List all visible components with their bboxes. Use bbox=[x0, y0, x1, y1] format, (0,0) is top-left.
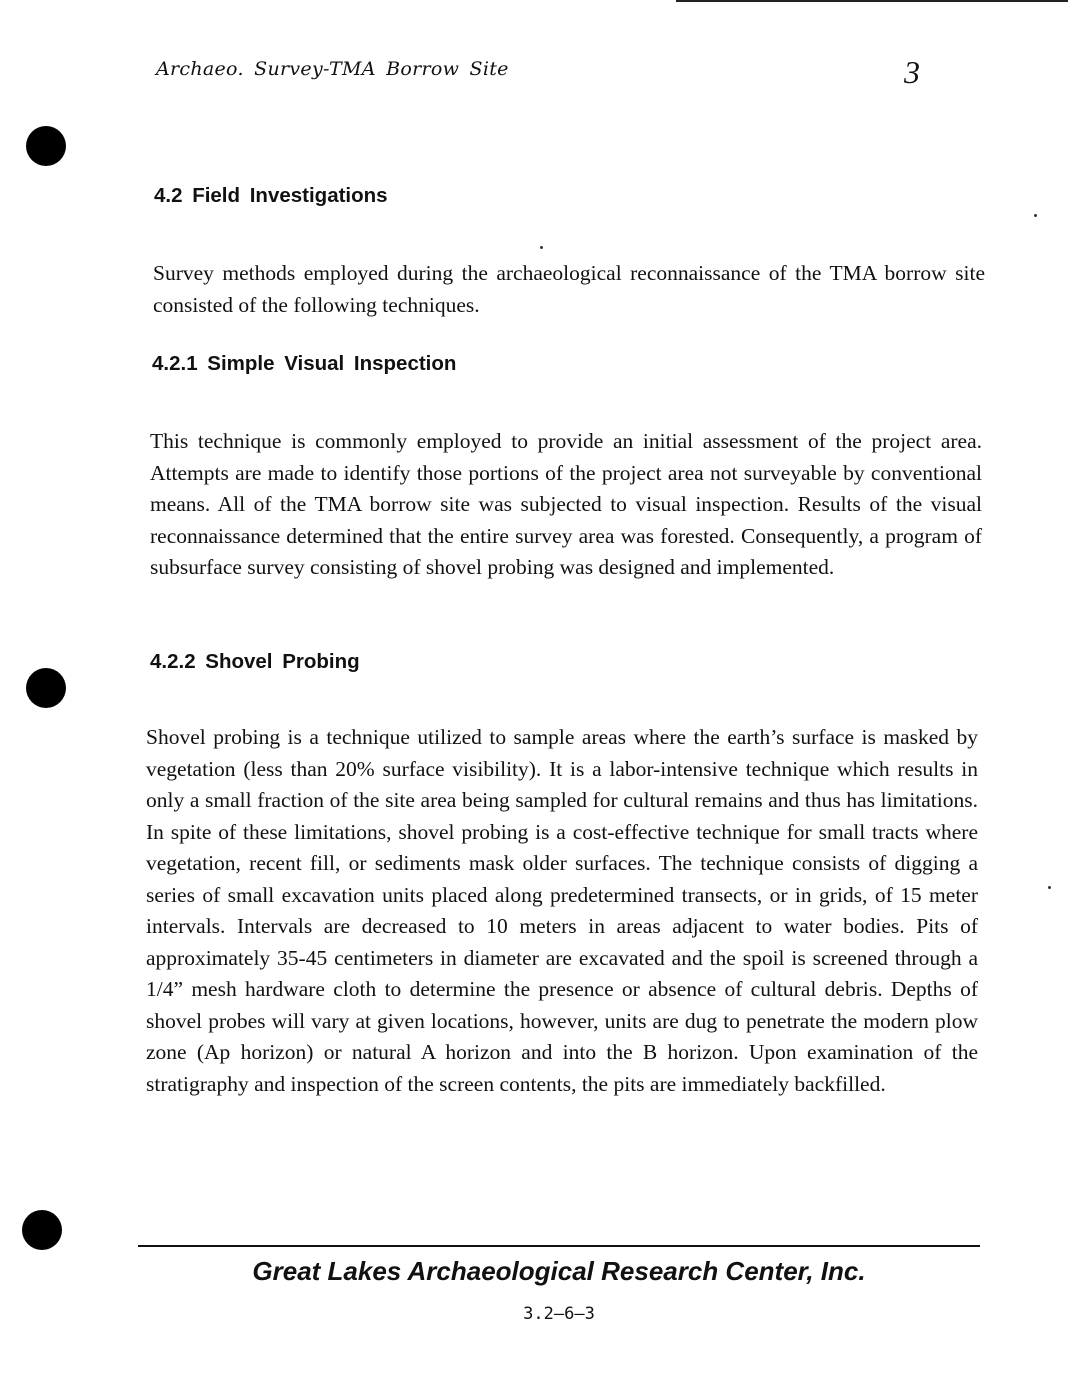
scan-edge-rule bbox=[676, 0, 1068, 2]
scan-speck bbox=[1048, 886, 1051, 889]
binder-hole-bottom bbox=[22, 1210, 62, 1250]
page-number: 3 bbox=[904, 54, 920, 90]
binder-hole-middle bbox=[26, 668, 66, 708]
scan-speck bbox=[540, 246, 543, 249]
page-code: 3.2–6–3 bbox=[523, 1304, 595, 1324]
section-heading-shovel-probing: 4.2.2 Shovel Probing bbox=[150, 650, 360, 673]
paragraph-shovel-probing: Shovel probing is a technique utilized to sample areas where the earth’s surface is masked by vegetation (less than 20% surface visibility). It is a labor-intensive technique which results in only a small fraction of the site area being sampled for cultural remains and thus has limitations. In spite of these limitations, shovel probing is a cost-effective technique for small tracts where vegetation, recent fill, or sediments mask older surfaces. The technique consists of digging a series of small excavation units placed along predetermined transects, or in grids, of 15 meter intervals. Intervals are decreased to 10 meters in areas adjacent to water bodies. Pits of approximately 35-45 centimeters in diameter are excavated and the spoil is screened through a 1/4” mesh hardware cloth to determine the presence or absence of cultural debris. Depths of shovel probes will vary at given locations, however, units are dug to penetrate the modern plow zone (Ap horizon) or natural A horizon and into the B horizon. Upon examination of the stratigraphy and inspection of the screen contents, the pits are immediately backfilled. bbox=[146, 725, 978, 1096]
paragraph-field-investigations: Survey methods employed during the archaeological reconnaissance of the TMA borrow site consisted of the following techniques. bbox=[153, 261, 985, 317]
section-heading-simple-visual-inspection: 4.2.1 Simple Visual Inspection bbox=[152, 352, 457, 375]
footer-rule bbox=[138, 1245, 980, 1247]
paragraph-simple-visual-inspection: This technique is commonly employed to provide an initial assessment of the project area. Attempts are made to identify those portions of the project area not surveyable by conventional means. All of the TMA borrow site was subjected to visual inspection. Results of the visual reconnaissance determined that the entire survey area was forested. Consequently, a program of subsurface survey consisting of shovel probing was designed and implemented. bbox=[150, 429, 982, 579]
section-heading-field-investigations: 4.2 Field Investigations bbox=[154, 184, 388, 207]
organization-name: Great Lakes Archaeological Research Center, Inc. bbox=[252, 1256, 866, 1286]
scan-speck bbox=[1034, 214, 1037, 217]
binder-hole-top bbox=[26, 126, 66, 166]
running-head: Archaeo. Survey-TMA Borrow Site bbox=[156, 58, 509, 80]
